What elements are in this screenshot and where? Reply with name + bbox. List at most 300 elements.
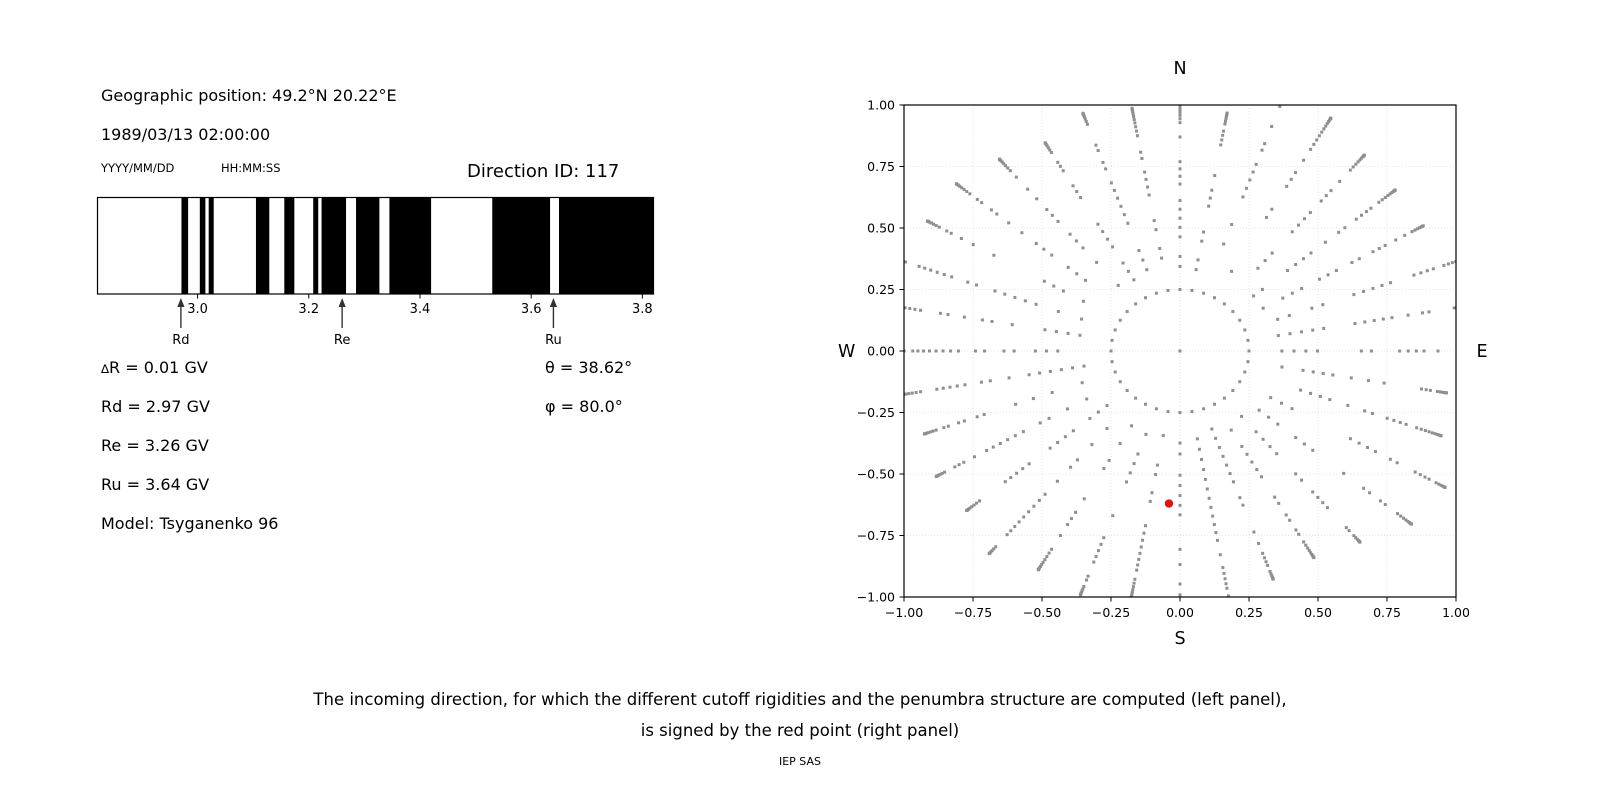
direction-dot [1363,409,1366,412]
direction-dot [1006,533,1009,536]
direction-dot [938,226,941,229]
direction-dot [1384,196,1387,199]
direction-dot [936,271,939,274]
direction-dot [1463,257,1466,260]
direction-dot [1311,449,1314,452]
direction-dot [891,256,894,259]
direction-dot [1154,473,1157,476]
direction-dot [1378,247,1381,250]
direction-dot [1197,258,1200,261]
direction-dot [1146,186,1149,189]
direction-dot [1260,475,1263,478]
direction-dot [919,309,922,312]
direction-dot [1024,299,1027,302]
date-format-hint: YYYY/MM/DD [101,161,175,175]
direction-dot [1463,350,1466,353]
direction-dot [1056,161,1059,164]
penumbra-band [322,198,346,295]
direction-dot [1190,289,1193,292]
direction-dot [1179,513,1182,516]
direction-dot [1130,424,1133,427]
direction-dot [1045,350,1048,353]
direction-dot [1229,606,1232,609]
direction-dot [950,275,953,278]
direction-dot [1312,556,1315,559]
direction-dot [1055,330,1058,333]
direction-dot [1288,314,1291,317]
direction-dot [1043,280,1046,283]
time-format-hint: HH:MM:SS [221,161,281,175]
x-tick-label: 0.00 [1166,605,1194,620]
direction-dot [1097,549,1100,552]
direction-dot [1310,252,1313,255]
direction-dot [1179,175,1182,178]
direction-dot [913,308,916,311]
direction-dot [1179,226,1182,229]
direction-dot [1419,271,1422,274]
direction-dot [1246,360,1249,363]
direction-dot [1414,471,1417,474]
direction-dot [1363,320,1366,323]
direction-dot [1410,230,1413,233]
direction-dot [896,305,899,308]
direction-dot [1289,332,1292,335]
direction-dot [1207,205,1210,208]
direction-dot [965,190,968,193]
direction-dot [1136,134,1139,137]
direction-dot [1285,513,1288,516]
direction-dot [1325,194,1328,197]
direction-dot [1319,395,1322,398]
value-delta-r: ∆R = 0.01 GV [101,358,208,377]
direction-dot [1360,214,1363,217]
direction-dot [980,201,983,204]
direction-dot [1062,169,1065,172]
direction-dot [1390,316,1393,319]
direction-dot [957,350,960,353]
direction-dot [899,393,902,396]
direction-dot [900,259,903,262]
direction-dot [1013,350,1016,353]
direction-dot [1138,552,1141,555]
direction-dot [943,273,946,276]
direction-dot [1373,319,1376,322]
direction-dot [1114,371,1117,374]
direction-dot [1392,419,1395,422]
direction-dot [1464,257,1467,260]
direction-dot [1179,563,1182,566]
direction-dot [1022,430,1025,433]
marker-arrow-head [550,298,557,307]
direction-dot [1270,208,1273,211]
direction-dot [1113,189,1116,192]
direction-dot [919,390,922,393]
direction-dot [1248,178,1251,181]
direction-dot [1150,491,1153,494]
direction-dot [958,463,961,466]
direction-dot [1133,578,1136,581]
direction-dot [1135,569,1138,572]
direction-dot [1442,264,1445,267]
direction-dot [1245,187,1248,190]
direction-dot [1232,480,1235,483]
direction-dot [1464,305,1467,308]
direction-dot [1230,270,1233,273]
direction-dot [1114,328,1117,331]
direction-dot [1155,407,1158,410]
direction-dot [932,430,935,433]
direction-dot [1425,388,1428,391]
direction-dot [1291,292,1294,295]
direction-dot [1143,171,1146,174]
direction-dot [1196,437,1199,440]
direction-dot [1350,261,1353,264]
direction-dot [929,269,932,272]
direction-dot [975,283,978,286]
direction-dot [946,313,949,316]
direction-dot [923,267,926,270]
direction-dot [1322,127,1325,130]
direction-dot [1213,296,1216,299]
direction-dot [1048,417,1051,420]
direction-dot [1140,157,1143,160]
direction-dot [1149,500,1152,503]
direction-dot [1261,552,1264,555]
direction-dot [1311,329,1314,332]
direction-dot [1312,370,1315,373]
direction-dot [1348,529,1351,532]
y-tick-label: −0.25 [856,405,895,420]
direction-dot [1272,578,1275,581]
penumbra-band [492,198,550,295]
direction-dot [1445,391,1448,394]
direction-dot [965,509,968,512]
direction-dot [1162,434,1165,437]
direction-dot [1280,350,1283,353]
direction-dot [1256,267,1259,270]
direction-dot [1225,587,1228,590]
direction-dot [978,499,981,502]
direction-dot [1135,130,1138,133]
direction-dot [1312,143,1315,146]
direction-dot [897,258,900,261]
direction-dot [900,306,903,309]
direction-dot [1258,409,1261,412]
direction-dot [1456,306,1459,309]
direction-dot [1230,223,1233,226]
direction-dot [1009,529,1012,532]
direction-dot [1300,479,1303,482]
direction-dot [1380,284,1383,287]
penumbra-band [559,198,654,295]
direction-dot [1096,223,1099,226]
direction-dot [1133,462,1136,465]
direction-dot [939,312,942,315]
x-tick-label: −0.25 [1091,605,1131,620]
direction-dot [1179,411,1182,414]
direction-dot [1094,144,1097,147]
direction-dot [1371,250,1374,253]
direction-dot [907,392,910,395]
direction-dot [1316,496,1319,499]
direction-dot [1262,307,1265,310]
direction-dot [1214,437,1217,440]
direction-dot [1179,235,1182,238]
direction-dot [918,265,921,268]
direction-dot [935,475,938,478]
direction-dot [1228,600,1231,603]
direction-dot [1102,467,1105,470]
direction-dot [1412,274,1415,277]
direction-dot [1179,442,1182,445]
marker-label: Re [333,333,351,348]
compass-west-label: W [838,342,856,362]
direction-dot [1200,240,1203,243]
direction-dot [1085,397,1088,400]
direction-dot [1101,230,1104,233]
direction-dot [1229,604,1232,607]
direction-dot [1309,392,1312,395]
direction-dot [1136,563,1139,566]
direction-dot [1280,402,1283,405]
direction-dot [1310,307,1313,310]
direction-dot [1370,350,1373,353]
direction-dot [1056,220,1059,223]
direction-dot [1081,246,1084,249]
direction-dot [908,307,911,310]
direction-dot [1144,524,1147,527]
direction-dot [1302,257,1305,260]
y-tick-label: −0.75 [856,528,895,543]
direction-dot [1362,487,1365,490]
direction-dot [1079,593,1082,596]
direction-dot [1288,519,1291,522]
direction-dot [1144,403,1147,406]
direction-dot [947,425,950,428]
direction-dot [1257,542,1260,545]
value-rd: Rd = 2.97 GV [101,397,210,416]
direction-dot [1179,484,1182,487]
direction-dot [1039,421,1042,424]
x-tick-label: 0.25 [1235,605,1263,620]
direction-dot [957,421,960,424]
compass-east-label: E [1476,342,1488,362]
direction-dot [1119,380,1122,383]
direction-dot [1035,197,1038,200]
direction-dot [1110,181,1113,184]
direction-dot [1104,167,1107,170]
direction-dot [1050,254,1053,257]
direction-dot [1303,442,1306,445]
direction-dot [1326,506,1329,509]
direction-dot [1015,472,1018,475]
direction-dot [1133,118,1136,121]
direction-dot [1133,121,1136,124]
marker-label: Ru [545,333,562,348]
direction-dot [1075,190,1078,193]
direction-dot [1316,350,1319,353]
direction-dot [1304,350,1307,353]
direction-dot [1130,107,1133,110]
direction-dot [1248,350,1251,353]
direction-dot [1267,416,1270,419]
direction-dot [1403,234,1406,237]
direction-dot [1238,319,1241,322]
direction-dot [1111,514,1114,517]
direction-dot [1228,598,1231,601]
direction-dot [1056,350,1059,353]
direction-dot [953,465,956,468]
direction-dot [1148,194,1151,197]
direction-dot [1407,350,1410,353]
direction-dot [1218,446,1221,449]
direction-dot [886,304,889,307]
direction-dot [1386,417,1389,420]
direction-dot [1276,423,1279,426]
direction-dot [1050,548,1053,551]
direction-dot [1271,252,1274,255]
direction-dot [935,350,938,353]
direction-dot [1140,546,1143,549]
direction-dot [1427,310,1430,313]
direction-dot [1311,490,1314,493]
direction-dot [1144,433,1147,436]
direction-dot [1292,350,1295,353]
direction-dot [1014,434,1017,437]
direction-dot [1280,366,1283,369]
direction-dot [1282,96,1285,99]
direction-dot [1331,374,1334,377]
direction-dot [973,455,976,458]
direction-dot [1139,151,1142,154]
direction-dot [1179,504,1182,507]
direction-dot [1034,350,1037,353]
direction-dot [1245,453,1248,456]
direction-dot [1343,226,1346,229]
direction-dot [1424,429,1427,432]
direction-dot [1447,262,1450,265]
direction-dot [935,388,938,391]
value-ru: Ru = 3.64 GV [101,475,210,494]
direction-dot [1060,368,1063,371]
direction-dot [1179,288,1182,291]
direction-dot [1119,319,1122,322]
direction-dot [1462,258,1465,261]
caption-line-2: is signed by the red point (right panel) [640,721,960,740]
direction-dot [1422,224,1425,227]
direction-dot [963,383,966,386]
direction-dot [1223,397,1226,400]
direction-dot [915,391,918,394]
direction-dot [1119,442,1122,445]
direction-dot [1405,423,1408,426]
direction-dot [1246,339,1249,342]
direction-dot [1320,199,1323,202]
direction-dot [1160,257,1163,260]
direction-dot [1374,450,1377,453]
direction-dot [1440,434,1443,437]
direction-dot [1377,201,1380,204]
direction-dot [1282,97,1285,100]
direction-dot [1216,539,1219,542]
direction-dot [966,281,969,284]
direction-dot [1384,503,1387,506]
direction-dot [1003,293,1006,296]
direction-dot [1214,531,1217,534]
direction-dot [1466,350,1469,353]
direction-dot [1202,407,1205,410]
direction-dot [1277,334,1280,337]
direction-dot [1469,350,1472,353]
direction-dot [1009,169,1012,172]
direction-id-label: Direction ID: 117 [467,161,620,182]
direction-dot [1466,304,1469,307]
red-point [1165,499,1173,507]
direction-dot [1321,303,1324,306]
direction-dot [1262,438,1265,441]
direction-dot [1264,259,1267,262]
direction-dot [1167,410,1170,413]
direction-dot [1302,369,1305,372]
direction-dot [1268,445,1271,448]
direction-dot [985,449,988,452]
direction-dot [1078,334,1081,337]
direction-dot [1465,304,1468,307]
y-tick-label: 1.00 [867,97,895,113]
direction-dot [1190,410,1193,413]
direction-dot [1407,314,1410,317]
direction-dot [1432,267,1435,270]
direction-dot [1379,499,1382,502]
direction-dot [1303,217,1306,220]
direction-dot [1355,218,1358,221]
direction-dot [1136,453,1139,456]
direction-dot [1202,468,1205,471]
direction-dot [992,254,995,257]
direction-dot [1221,134,1224,137]
direction-dot [928,350,931,353]
direction-dot [1011,323,1014,326]
direction-dot [1037,568,1040,571]
direction-dot [975,502,978,505]
direction-dot [1081,381,1084,384]
direction-dot [1021,467,1024,470]
direction-dot [1067,266,1070,269]
direction-dot [893,257,896,260]
direction-dot [1067,332,1070,335]
direction-dot [886,304,889,307]
direction-dot [963,419,966,422]
direction-dot [1119,205,1122,208]
direction-dot [896,350,899,353]
direction-dot [1358,541,1361,544]
direction-dot [1338,180,1341,183]
direction-dot [1069,466,1072,469]
direction-dot [1275,452,1278,455]
direction-dot [1095,555,1098,558]
direction-dot [1066,523,1069,526]
direction-dot [1137,558,1140,561]
direction-dot [1210,189,1213,192]
direction-dot [893,305,896,308]
direction-dot [1291,407,1294,410]
direction-dot [1220,138,1223,141]
compass-south-label: S [1174,629,1186,649]
direction-dot [1302,159,1305,162]
direction-dot [1428,478,1431,481]
direction-dot [1179,217,1182,220]
direction-dot [1209,197,1212,200]
